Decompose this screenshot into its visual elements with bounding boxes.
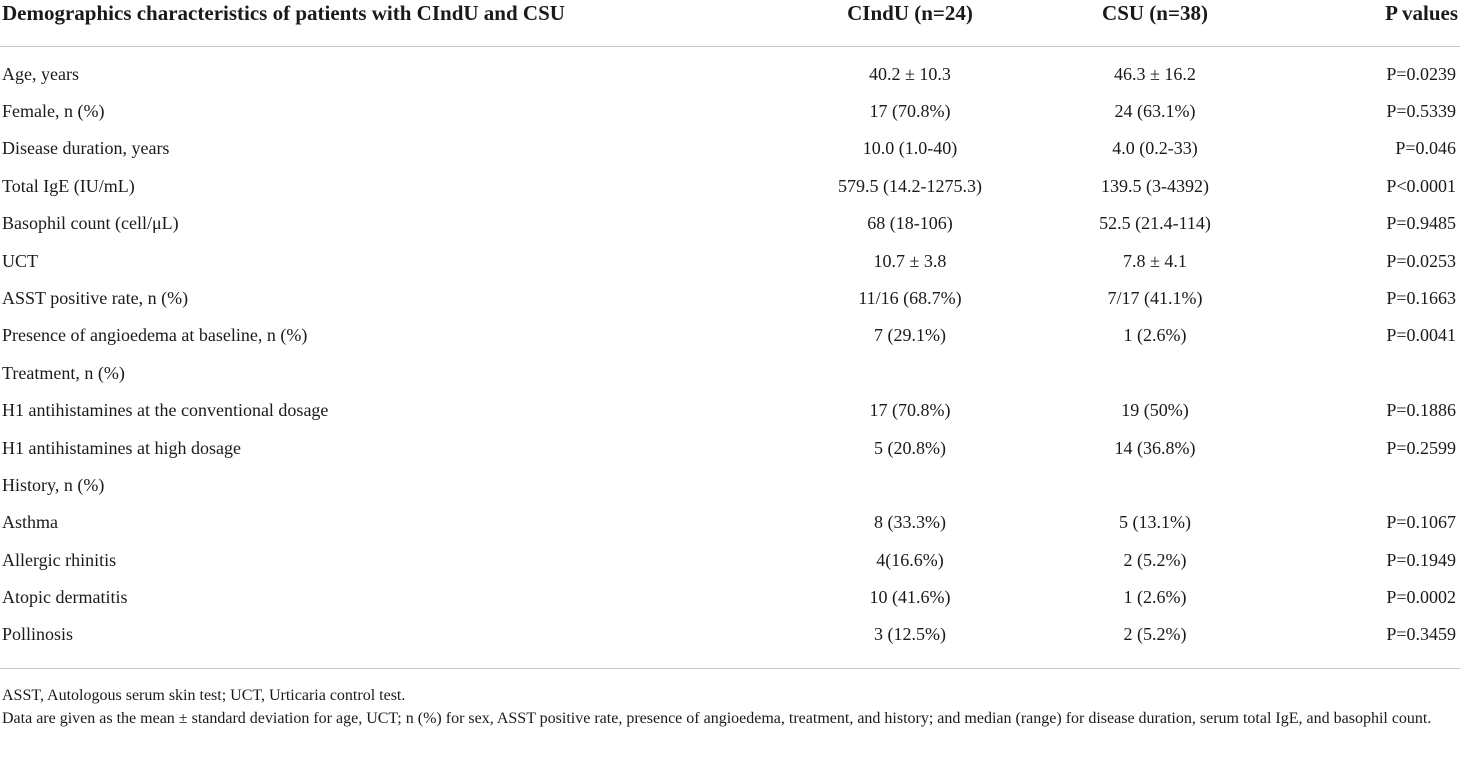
row-csu-value: 2 (5.2%) <box>1020 616 1290 669</box>
table-footnotes <box>2 684 1452 730</box>
row-cindu-value: 68 (18-106) <box>867 213 953 234</box>
table-row <box>0 167 1460 204</box>
row-label: History, n (%) <box>2 474 105 495</box>
row-p-value: P=0.0239 <box>1386 63 1456 84</box>
row-cindu-value: 579.5 (14.2-1275.3) <box>838 175 982 196</box>
row-p-value: P=0.5339 <box>1386 101 1456 122</box>
row-cindu-value: 10.0 (1.0-40) <box>862 138 958 159</box>
row-csu-value <box>1020 354 1290 391</box>
row-cindu-value: 10.7 ± 3.8 <box>873 250 947 271</box>
table-row <box>0 279 1460 316</box>
table-row <box>0 47 1460 93</box>
table-body <box>0 47 1460 669</box>
row-label: Disease duration, years <box>2 138 170 159</box>
header-csu: CSU (n=38) <box>1020 0 1290 47</box>
row-p-value: P=0.0253 <box>1386 250 1456 271</box>
table-row <box>0 354 1460 391</box>
table-row <box>0 541 1460 578</box>
table-row <box>0 578 1460 615</box>
row-label: UCT <box>2 250 38 271</box>
header-row <box>0 0 1460 47</box>
row-p-value: P=0.1663 <box>1386 288 1456 309</box>
row-cindu-value <box>760 354 1020 391</box>
row-label: ASST positive rate, n (%) <box>2 288 189 309</box>
row-csu-value: 52.5 (21.4-114) <box>1099 213 1211 234</box>
row-label: Basophil count (cell/μL) <box>2 213 179 234</box>
row-label: Presence of angioedema at baseline, n (%) <box>2 325 308 346</box>
row-label: Age, years <box>2 63 79 84</box>
row-csu-value: 7.8 ± 4.1 <box>1123 250 1187 271</box>
row-csu-value: 4.0 (0.2-33) <box>1112 138 1198 159</box>
table-row <box>0 317 1460 354</box>
table-row <box>0 616 1460 669</box>
row-csu-value: 139.5 (3-4392) <box>1101 175 1209 196</box>
table-row <box>0 466 1460 503</box>
row-csu-value: 24 (63.1%) <box>1114 101 1196 122</box>
row-csu-value: 46.3 ± 16.2 <box>1114 63 1196 84</box>
row-cindu-value: 10 (41.6%) <box>869 587 951 608</box>
row-cindu-value: 4(16.6%) <box>876 549 944 570</box>
row-label: H1 antihistamines at high dosage <box>2 437 241 458</box>
footnote-abbreviations: ASST, Autologous serum skin test; UCT, Urticaria control test. <box>2 687 406 704</box>
row-p-value <box>1290 466 1460 503</box>
row-cindu-value: 17 (70.8%) <box>869 101 951 122</box>
table-header <box>0 0 1460 47</box>
row-p-value: P=0.2599 <box>1386 437 1456 458</box>
header-characteristics: Demographics characteristics of patients with CIndU and CSU <box>0 0 760 47</box>
table-row <box>0 504 1460 541</box>
row-label: H1 antihistamines at the conventional dosage <box>2 400 329 421</box>
row-label: Allergic rhinitis <box>2 549 117 570</box>
row-label: Asthma <box>2 512 58 533</box>
row-cindu-value: 5 (20.8%) <box>874 437 946 458</box>
header-p-values: P values <box>1290 0 1460 47</box>
row-p-value: P=0.0041 <box>1386 325 1456 346</box>
row-csu-value: 2 (5.2%) <box>1123 549 1187 570</box>
table-row <box>0 205 1460 242</box>
row-cindu-value: 40.2 ± 10.3 <box>869 63 951 84</box>
row-p-value <box>1290 354 1460 391</box>
row-csu-value: 5 (13.1%) <box>1119 512 1191 533</box>
row-p-value: P<0.0001 <box>1386 175 1456 196</box>
row-label: Treatment, n (%) <box>2 362 125 383</box>
row-label: Total IgE (IU/mL) <box>2 175 135 196</box>
table-row <box>0 92 1460 129</box>
row-csu-value: 7/17 (41.1%) <box>1107 288 1203 309</box>
row-label: Pollinosis <box>0 616 760 669</box>
row-p-value: P=0.1886 <box>1386 400 1456 421</box>
row-cindu-value: 8 (33.3%) <box>874 512 946 533</box>
row-p-value: P=0.046 <box>1395 138 1456 159</box>
table-row <box>0 392 1460 429</box>
row-csu-value <box>1020 466 1290 503</box>
row-p-value: P=0.1949 <box>1386 549 1456 570</box>
table-row <box>0 429 1460 466</box>
header-cindu: CIndU (n=24) <box>760 0 1020 47</box>
row-cindu-value: 3 (12.5%) <box>760 616 1020 669</box>
row-label: Atopic dermatitis <box>2 587 128 608</box>
row-p-value: P=0.3459 <box>1290 616 1460 669</box>
footnote-data-note: Data are given as the mean ± standard deviation for age, UCT; n (%) for sex, ASST positive rate, presence of angioedema, treatment, and history; and median (range) for disease duration, serum total IgE, and basophil count. <box>2 710 1432 727</box>
row-csu-value: 1 (2.6%) <box>1123 325 1187 346</box>
row-label: Female, n (%) <box>2 101 105 122</box>
row-cindu-value: 11/16 (68.7%) <box>858 288 962 309</box>
row-p-value: P=0.9485 <box>1386 213 1456 234</box>
row-cindu-value: 17 (70.8%) <box>869 400 951 421</box>
row-csu-value: 19 (50%) <box>1121 400 1189 421</box>
row-csu-value: 1 (2.6%) <box>1123 587 1187 608</box>
table-row <box>0 242 1460 279</box>
row-cindu-value: 7 (29.1%) <box>874 325 946 346</box>
table-row <box>0 130 1460 167</box>
row-p-value: P=0.0002 <box>1386 587 1456 608</box>
row-p-value: P=0.1067 <box>1386 512 1456 533</box>
row-cindu-value <box>760 466 1020 503</box>
row-csu-value: 14 (36.8%) <box>1114 437 1196 458</box>
